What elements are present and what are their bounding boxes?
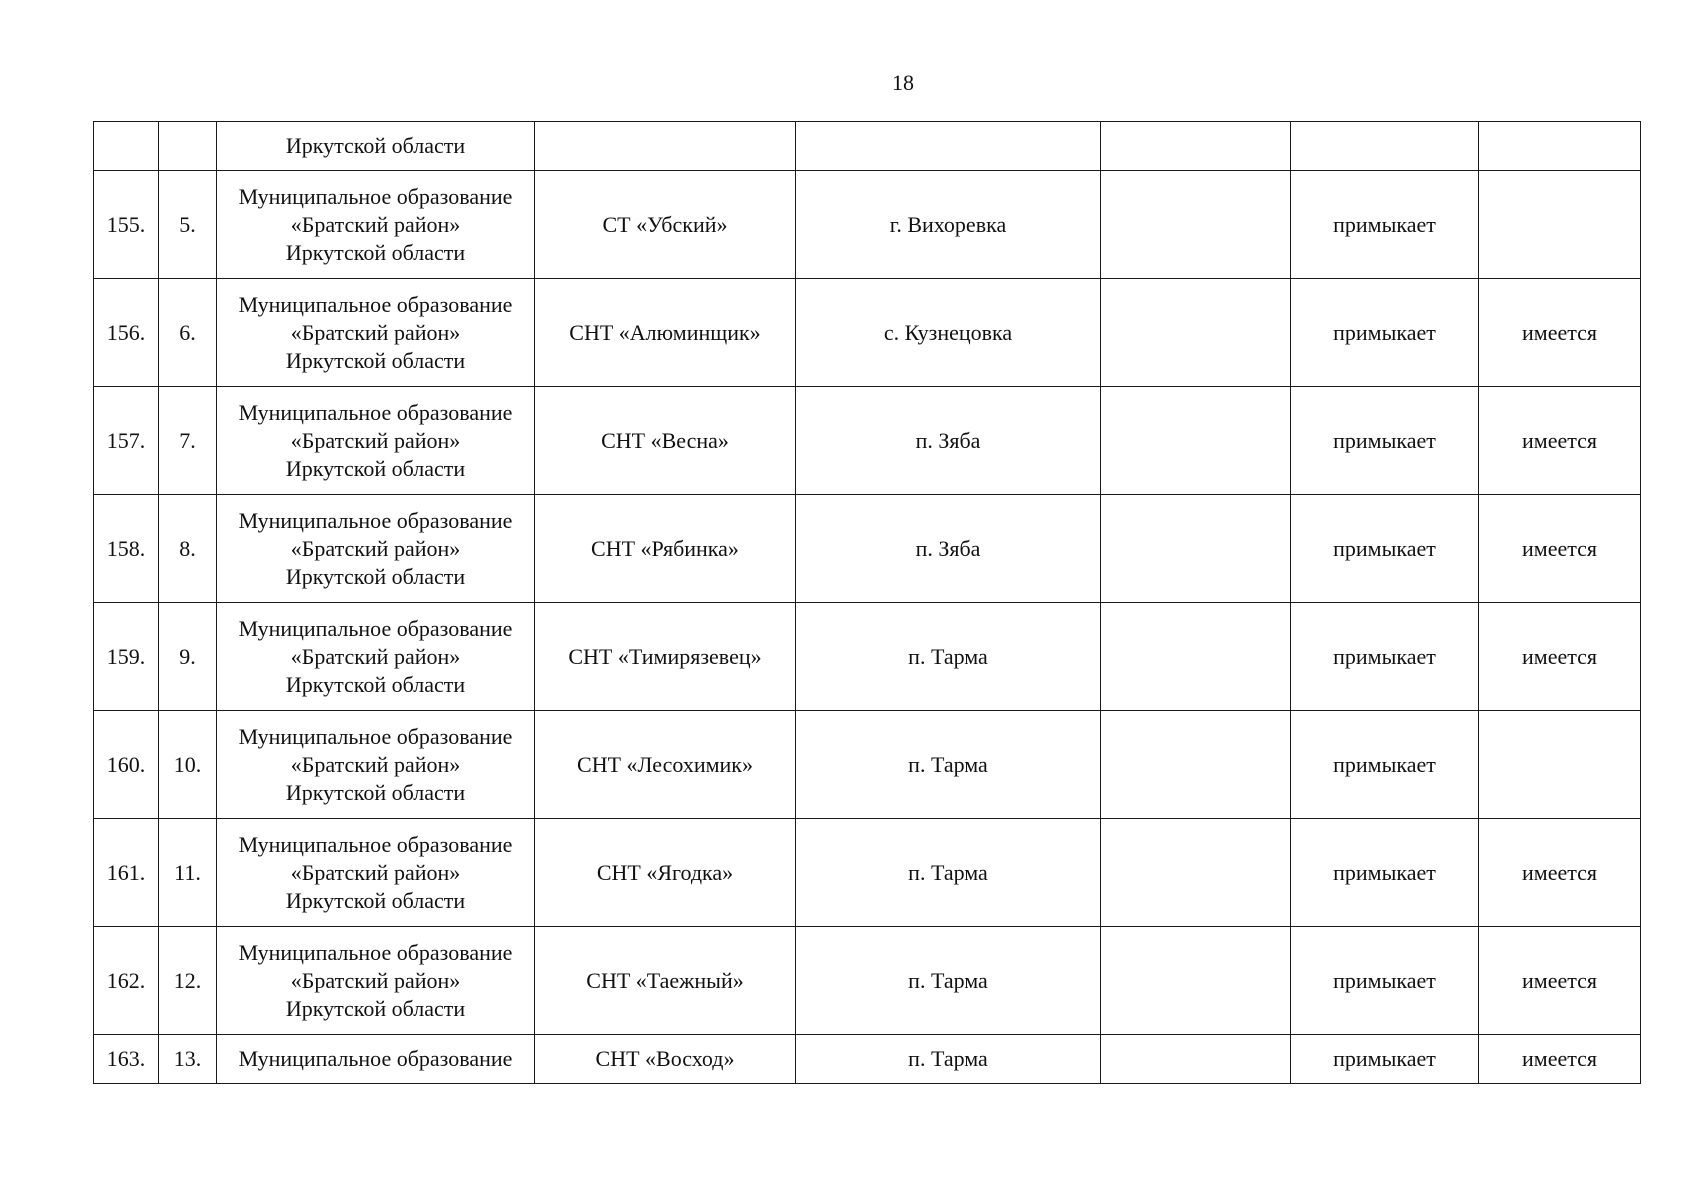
- municipality-line-2: «Братский район»: [290, 319, 461, 345]
- municipality-cell: [217, 819, 535, 927]
- municipality-line-3: Иркутской области: [285, 563, 466, 589]
- municipality-line-3: Иркутской области: [285, 995, 466, 1021]
- table-row: [94, 603, 1641, 711]
- adjacency-cell: примыкает: [1291, 819, 1479, 927]
- sub-number-cell: 13.: [159, 1035, 217, 1084]
- settlement-cell: с. Кузнецовка: [796, 279, 1101, 387]
- municipality-line-2: «Братский район»: [290, 859, 461, 885]
- availability-cell: имеется: [1479, 603, 1641, 711]
- sub-number-cell: 6.: [159, 279, 217, 387]
- municipality-cell: [217, 279, 535, 387]
- availability-cell: имеется: [1479, 387, 1641, 495]
- availability-cell: имеется: [1479, 819, 1641, 927]
- page-number: 18: [892, 70, 914, 95]
- sub-number-cell: [159, 122, 217, 171]
- municipality-line-3: Иркутской области: [285, 239, 466, 265]
- municipality-line-2: «Братский район»: [290, 211, 461, 237]
- municipality-line-1: Муниципальное образование: [238, 507, 513, 533]
- sub-number-cell: 5.: [159, 171, 217, 279]
- snt-cell: СНТ «Восход»: [535, 1035, 796, 1084]
- settlement-cell: п. Тарма: [796, 1035, 1101, 1084]
- table-body: [94, 122, 1641, 1084]
- adjacency-cell: примыкает: [1291, 387, 1479, 495]
- adjacency-cell: примыкает: [1291, 495, 1479, 603]
- availability-cell: [1479, 122, 1641, 171]
- row-number-cell: 155.: [94, 171, 159, 279]
- table-row: [94, 171, 1641, 279]
- municipality-line-3: Иркутской области: [285, 887, 466, 913]
- sub-number-cell: 8.: [159, 495, 217, 603]
- table-row: [94, 711, 1641, 819]
- availability-cell: имеется: [1479, 279, 1641, 387]
- row-number-cell: 160.: [94, 711, 159, 819]
- municipality-line-1: Муниципальное образование: [238, 615, 513, 641]
- snt-cell: СНТ «Весна»: [535, 387, 796, 495]
- snt-cell: СТ «Убский»: [535, 171, 796, 279]
- availability-cell: имеется: [1479, 1035, 1641, 1084]
- sub-number-cell: 7.: [159, 387, 217, 495]
- table-row: [94, 387, 1641, 495]
- municipality-cell: [217, 495, 535, 603]
- sub-number-cell: 12.: [159, 927, 217, 1035]
- row-number-cell: 157.: [94, 387, 159, 495]
- municipality-line-1: Муниципальное образование: [238, 939, 513, 965]
- municipality-line-1: Муниципальное образование: [238, 831, 513, 857]
- settlement-cell: п. Зяба: [796, 387, 1101, 495]
- settlement-cell: п. Тарма: [796, 819, 1101, 927]
- municipality-cell: [217, 387, 535, 495]
- snt-cell: СНТ «Таежный»: [535, 927, 796, 1035]
- empty-cell: [1101, 387, 1291, 495]
- empty-cell: [1101, 171, 1291, 279]
- row-number-cell: [94, 122, 159, 171]
- adjacency-cell: примыкает: [1291, 279, 1479, 387]
- municipality-cell: Иркутской области: [217, 122, 535, 171]
- adjacency-cell: примыкает: [1291, 1035, 1479, 1084]
- municipality-line-3: Иркутской области: [285, 779, 466, 805]
- table-row: [94, 279, 1641, 387]
- adjacency-cell: примыкает: [1291, 171, 1479, 279]
- municipality-line-1: Муниципальное образование: [238, 723, 513, 749]
- empty-cell: [1101, 927, 1291, 1035]
- settlement-cell: п. Зяба: [796, 495, 1101, 603]
- table-row: [94, 819, 1641, 927]
- row-number-cell: 162.: [94, 927, 159, 1035]
- snt-cell: СНТ «Лесохимик»: [535, 711, 796, 819]
- availability-cell: имеется: [1479, 927, 1641, 1035]
- availability-cell: имеется: [1479, 495, 1641, 603]
- municipality-line-2: «Братский район»: [290, 967, 461, 993]
- adjacency-cell: примыкает: [1291, 927, 1479, 1035]
- empty-cell: [1101, 122, 1291, 171]
- municipality-cell: [217, 171, 535, 279]
- table-row: [94, 495, 1641, 603]
- settlement-cell: [796, 122, 1101, 171]
- municipality-line-3: Иркутской области: [285, 671, 466, 697]
- empty-cell: [1101, 711, 1291, 819]
- sub-number-cell: 9.: [159, 603, 217, 711]
- snt-cell: СНТ «Ягодка»: [535, 819, 796, 927]
- settlement-cell: п. Тарма: [796, 711, 1101, 819]
- municipality-cell: Муниципальное образование: [217, 1035, 535, 1084]
- municipality-line-2: «Братский район»: [290, 535, 461, 561]
- municipality-line-3: Иркутской области: [285, 455, 466, 481]
- table-row: [94, 927, 1641, 1035]
- municipality-line-3: Иркутской области: [285, 347, 466, 373]
- empty-cell: [1101, 819, 1291, 927]
- municipality-cell: [217, 927, 535, 1035]
- settlement-cell: п. Тарма: [796, 603, 1101, 711]
- settlement-cell: г. Вихоревка: [796, 171, 1101, 279]
- snt-cell: СНТ «Рябинка»: [535, 495, 796, 603]
- settlements-table: [93, 121, 1641, 1084]
- empty-cell: [1101, 279, 1291, 387]
- snt-cell: [535, 122, 796, 171]
- row-number-cell: 163.: [94, 1035, 159, 1084]
- snt-cell: СНТ «Тимирязевец»: [535, 603, 796, 711]
- empty-cell: [1101, 603, 1291, 711]
- row-number-cell: 161.: [94, 819, 159, 927]
- row-number-cell: 156.: [94, 279, 159, 387]
- availability-cell: [1479, 171, 1641, 279]
- municipality-line-2: «Братский район»: [290, 751, 461, 777]
- empty-cell: [1101, 495, 1291, 603]
- availability-cell: [1479, 711, 1641, 819]
- sub-number-cell: 10.: [159, 711, 217, 819]
- empty-cell: [1101, 1035, 1291, 1084]
- adjacency-cell: примыкает: [1291, 603, 1479, 711]
- row-number-cell: 158.: [94, 495, 159, 603]
- municipality-line-1: Муниципальное образование: [238, 291, 513, 317]
- adjacency-cell: [1291, 122, 1479, 171]
- municipality-line-1: Муниципальное образование: [238, 399, 513, 425]
- municipality-line-1: Муниципальное образование: [238, 183, 513, 209]
- municipality-line-2: «Братский район»: [290, 643, 461, 669]
- table-row: [94, 122, 1641, 171]
- municipality-line-2: «Братский район»: [290, 427, 461, 453]
- settlement-cell: п. Тарма: [796, 927, 1101, 1035]
- row-number-cell: 159.: [94, 603, 159, 711]
- municipality-cell: [217, 711, 535, 819]
- municipality-cell: [217, 603, 535, 711]
- sub-number-cell: 11.: [159, 819, 217, 927]
- adjacency-cell: примыкает: [1291, 711, 1479, 819]
- snt-cell: СНТ «Алюминщик»: [535, 279, 796, 387]
- table-row: [94, 1035, 1641, 1084]
